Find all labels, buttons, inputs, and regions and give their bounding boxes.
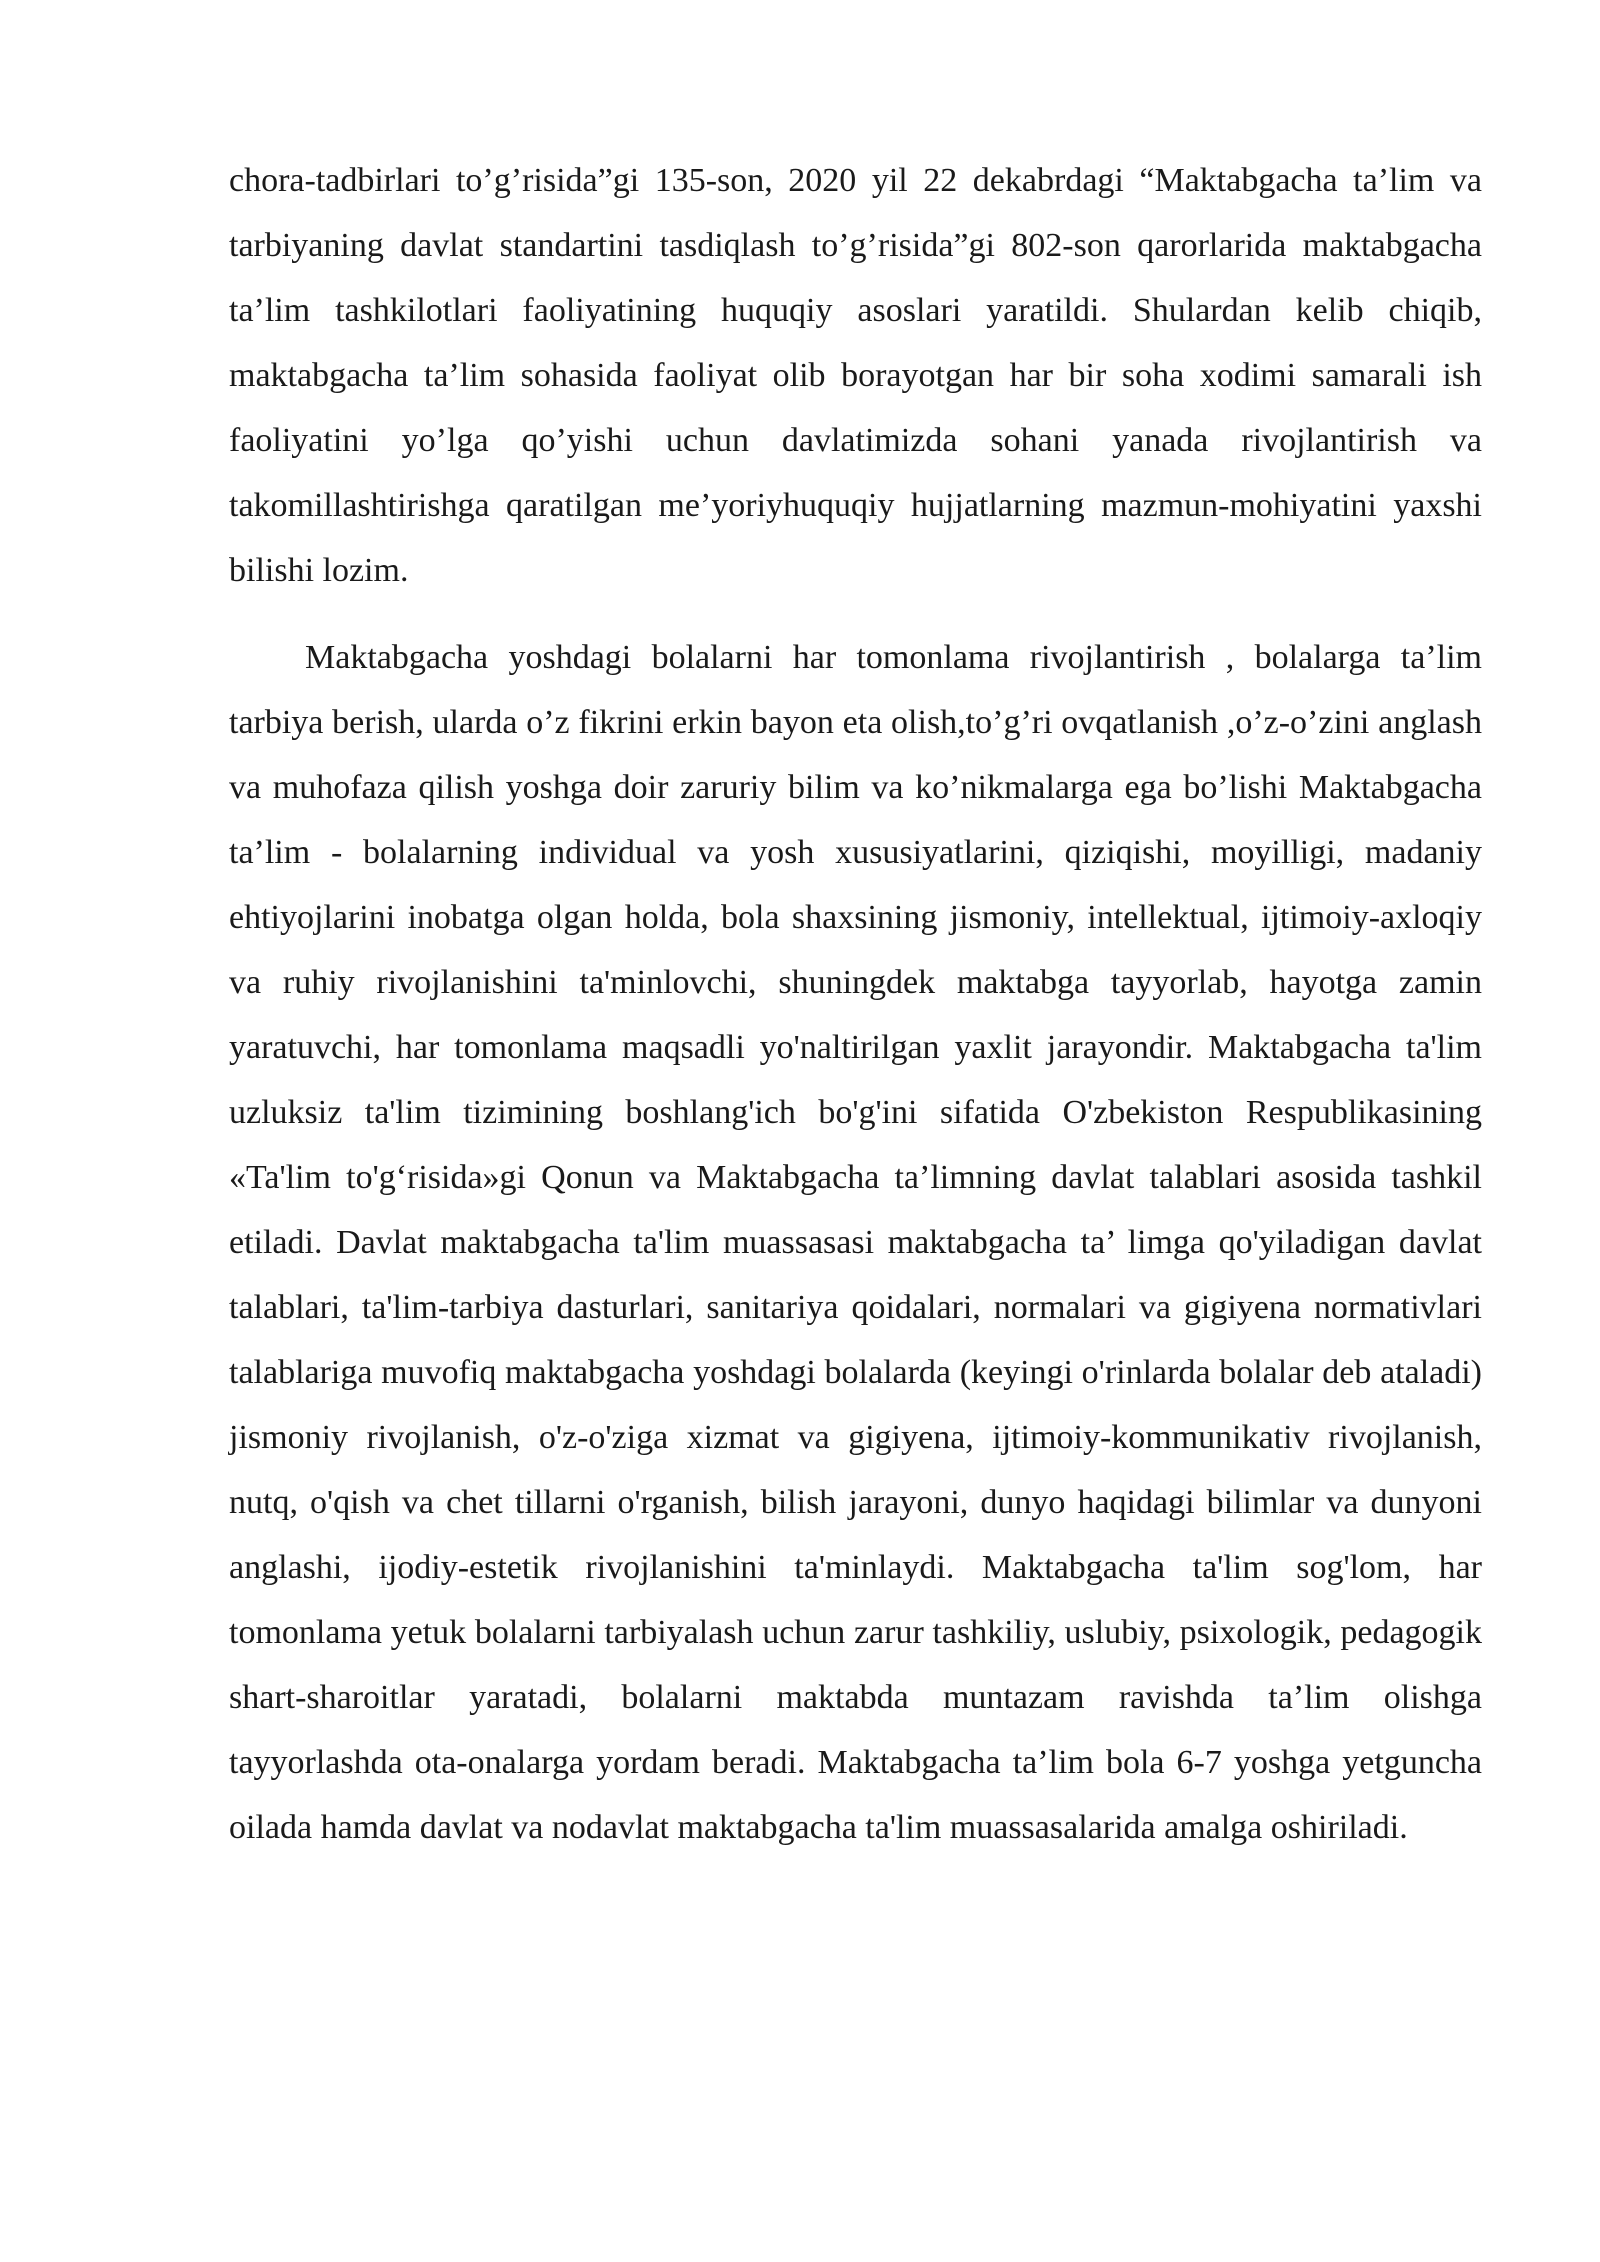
document-page (229, 148, 1482, 1860)
paragraph-1: chora-tadbirlari to’g’risida”gi 135-son, 2020 yil 22 dekabrdagi “Maktabgacha ta’lim va tarbiyaning davlat standartini tasdiqlash to’g’risida”gi 802-son qarorlarida maktabgacha ta’lim tashkilotlari faoliyatining huquqiy asoslari yaratildi. Shulardan kelib chiqib, maktabgacha ta’lim sohasida faoliyat olib borayotgan har bir soha xodimi samarali ish faoliyatini yo’lga qo’yishi uchun davlatimizda sohani yanada rivojlantirish va takomillashtirishga qaratilgan me’yoriyhuquqiy hujjatlarning mazmun-mohiyatini yaxshi bilishi lozim. (229, 162, 1482, 589)
paragraph-2: Maktabgacha yoshdagi bolalarni har tomonlama rivojlantirish , bolalarga ta’lim tarbiya berish, ularda o’z fikrini erkin bayon eta olish,to’g’ri ovqatlanish ,o’z-o’zini anglash va muhofaza qilish yoshga doir zaruriy bilim va ko’nikmalarga ega bo’lishi Maktabgacha ta’lim - bolalarning individual va yosh xususiyatlarini, qiziqishi, moyilligi, madaniy ehtiyojlarini inobatga olgan holda, bola shaxsining jismoniy, intellektual, ijtimoiy-axloqiy va ruhiy rivojlanishini ta'minlovchi, shuningdek maktabga tayyorlab, hayotga zamin yaratuvchi, har tomonlama maqsadli yo'naltirilgan yaxlit jarayondir. Maktabgacha ta'lim uzluksiz ta'lim tizimining boshlang'ich bo'g'ini sifatida O'zbekiston Respublikasining «Ta'lim to'g‘risida»gi Qonun va Maktabgacha ta’limning davlat talablari asosida tashkil etiladi. Davlat maktabgacha ta'lim muassasasi maktabgacha ta’ limga qo'yiladigan davlat talablari, ta'lim-tarbiya dasturlari, sanitariya qoidalari, normalari va gigiyena normativlari talablariga muvofiq maktabgacha yoshdagi bolalarda (keyingi o'rinlarda bolalar deb ataladi) jismoniy rivojlanish, o'z-o'ziga xizmat va gigiyena, ijtimoiy-kommunikativ rivojlanish, nutq, o'qish va chet tillarni o'rganish, bilish jarayoni, dunyo haqidagi bilimlar va dunyoni anglashi, ijodiy-estetik rivojlanishini ta'minlaydi. Maktabgacha ta'lim sog'lom, har tomonlama yetuk bolalarni tarbiyalash uchun zarur tashkiliy, uslubiy, psixologik, pedagogik shart-sharoitlar yaratadi, bolalarni maktabda muntazam ravishda ta’lim olishga tayyorlashda ota-onalarga yordam beradi. Maktabgacha ta’lim bola 6-7 yoshga yetguncha oilada hamda davlat va nodavlat maktabgacha ta'lim muassasalarida amalga oshiriladi. (229, 639, 1482, 1846)
